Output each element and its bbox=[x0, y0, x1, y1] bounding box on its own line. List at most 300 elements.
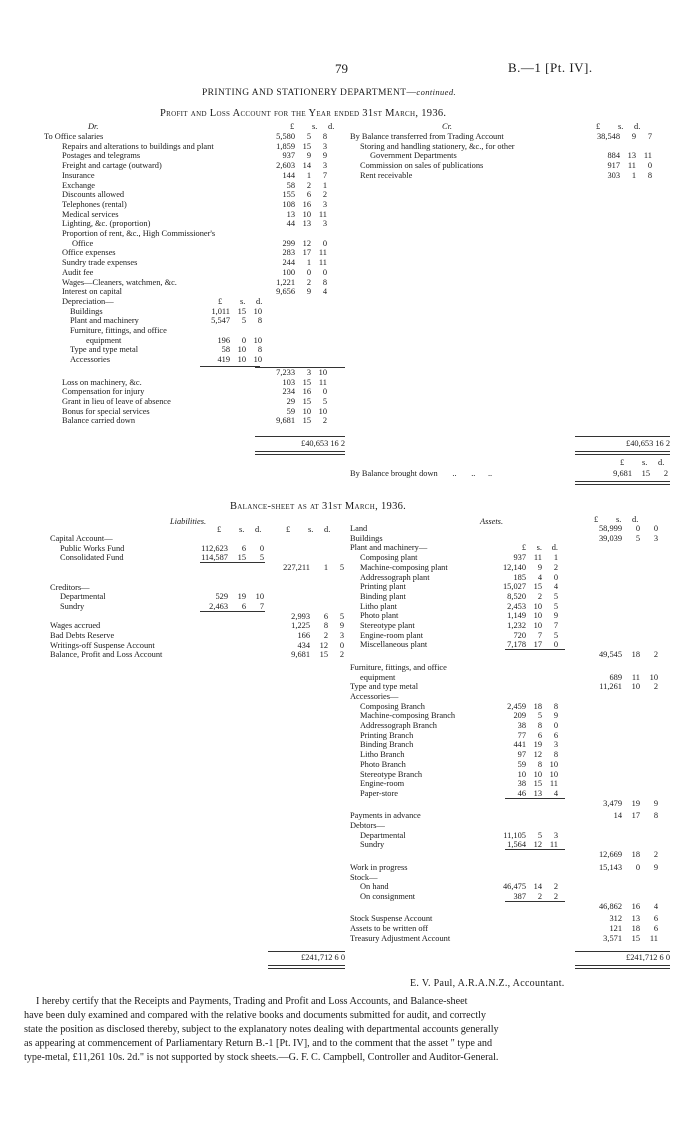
pl-debit-s: 0 bbox=[306, 267, 311, 277]
pl-debit-s: 10 bbox=[302, 209, 311, 219]
bs-asset-label: Binding plant bbox=[360, 591, 406, 601]
pl-bd-col-d: d. bbox=[658, 458, 665, 467]
bs-asset-label: Departmental bbox=[360, 830, 406, 840]
bs-asset-label: Furniture, fittings, and office bbox=[350, 662, 447, 672]
bs-asset-label: Composing plant bbox=[360, 553, 418, 563]
bs-liab-s: 15 bbox=[319, 650, 328, 660]
bs-asset-label: Land bbox=[350, 524, 368, 533]
bs-asset-sub-s: 2 bbox=[537, 591, 542, 601]
bs-asset-label: equipment bbox=[360, 672, 396, 682]
department-title bbox=[202, 87, 456, 98]
pl-credit-s: 11 bbox=[627, 161, 636, 171]
bs-liab-label: Capital Account— bbox=[50, 534, 113, 543]
pl-dep-d: 10 bbox=[253, 306, 262, 316]
pl-debit-pounds: 1,221 bbox=[276, 277, 295, 287]
bs-liab-pounds: 434 bbox=[297, 640, 310, 650]
bs-liabilities-heading: Liabilities. bbox=[170, 517, 207, 526]
bs-asset-s: 18 bbox=[631, 850, 640, 860]
bs-asset-sub-pounds: 15,027 bbox=[502, 582, 526, 592]
bs-asset-sub-d: 4 bbox=[553, 582, 558, 592]
pl-debit-pounds: 283 bbox=[282, 248, 295, 258]
pl-brought-down-double-rule bbox=[575, 481, 670, 485]
pl-debit-pounds: 9,656 bbox=[276, 287, 295, 297]
bs-asset-sub-s: 6 bbox=[537, 730, 542, 740]
bs-liab-d: 3 bbox=[339, 631, 344, 640]
pl-debit-label: Medical services bbox=[62, 209, 119, 219]
bs-liab-label: Creditors— bbox=[50, 582, 90, 592]
pl-credit-pounds: 917 bbox=[607, 161, 620, 171]
pl-debit-total: £40,653 16 2 bbox=[301, 439, 345, 448]
bs-asset-sub-rule bbox=[505, 901, 565, 902]
bs-asset-sub-s: s. bbox=[536, 543, 542, 553]
bs-liab-pounds: 2,993 bbox=[291, 611, 310, 621]
bs-asset-sub-d: 7 bbox=[553, 621, 558, 630]
certificate-line: state the position as disclosed thereby, subject to the explanatory notes dealing with departmental accounts generally bbox=[24, 1024, 499, 1035]
bs-asset-label: Sundry bbox=[360, 840, 385, 850]
bs-asset-sub-d: 4 bbox=[553, 788, 558, 798]
pl-credit-label: Government Departments bbox=[370, 151, 457, 161]
pl-debit2-pounds: 103 bbox=[282, 377, 295, 387]
pl-debit-s: 1 bbox=[306, 258, 311, 268]
pl-debit-pounds: 44 bbox=[286, 219, 295, 229]
bs-asset-sub-s: 15 bbox=[533, 582, 542, 592]
bs-liab-pounds: 9,681 bbox=[291, 650, 310, 660]
pl-debit-d: 3 bbox=[322, 161, 327, 171]
pl-dep-col-s: s. bbox=[240, 296, 246, 306]
pl-credit-col-d: d. bbox=[634, 122, 641, 131]
pl-debit-label: Repairs and alterations to buildings and plant bbox=[62, 141, 214, 151]
bs-liab-sub-pounds: 2,463 bbox=[209, 601, 228, 611]
bs-asset-sub-s: 12 bbox=[533, 750, 542, 760]
pl-dep-total-d: 10 bbox=[318, 367, 327, 377]
bs-asset-sub-pounds: 38 bbox=[517, 779, 526, 789]
pl-credit-label: Storing and handling stationery, &c., for other bbox=[360, 141, 515, 151]
bs-liab-sub-s: 15 bbox=[237, 553, 246, 563]
pl-brought-down-s: 15 bbox=[641, 469, 650, 478]
pl-dep-d: 8 bbox=[257, 316, 262, 326]
bs-asset-sub-pounds: 8,520 bbox=[507, 591, 526, 601]
bs-asset-sub-s: 8 bbox=[537, 721, 542, 730]
bs-asset-label: Printing plant bbox=[360, 582, 406, 592]
bs-asset-pounds: 12,669 bbox=[598, 850, 622, 860]
bs-asset-sub-d: 5 bbox=[553, 591, 558, 601]
pl-debit2-d: 2 bbox=[322, 416, 327, 426]
bs-asset-label: Printing Branch bbox=[360, 730, 414, 740]
pl-credit-col-s: s. bbox=[618, 122, 624, 131]
bs-asset-sub-pounds: 1,149 bbox=[507, 611, 526, 621]
pl-debit-s: 13 bbox=[302, 219, 311, 229]
bs-liab-sub-pounds: 114,587 bbox=[201, 553, 228, 563]
bs-asset-pounds: 58,999 bbox=[598, 524, 622, 533]
pl-credit-total-double-rule bbox=[575, 451, 670, 455]
bs-liab-d: 5 bbox=[339, 611, 344, 621]
pl-dep-s: 0 bbox=[241, 335, 246, 345]
bs-asset-col-s: s. bbox=[616, 515, 622, 524]
pl-debit-s: 6 bbox=[306, 190, 311, 200]
pl-dep-d: 10 bbox=[253, 335, 262, 345]
bs-asset-label: On consignment bbox=[360, 891, 416, 901]
pl-debit-s: 15 bbox=[302, 141, 311, 151]
bs-asset-label: Photo Branch bbox=[360, 759, 406, 769]
bs-liab-sub-col-s: s. bbox=[239, 525, 245, 534]
pl-debit-d: 9 bbox=[322, 151, 327, 161]
pl-debit-pounds: 108 bbox=[282, 199, 295, 209]
pl-debit-s: 1 bbox=[306, 170, 311, 180]
pl-debit2-label: Grant in lieu of leave of absence bbox=[62, 396, 171, 406]
bs-asset-sub-pounds: 937 bbox=[513, 553, 526, 563]
bs-asset-sub-s: 4 bbox=[537, 572, 542, 582]
pl-debit-pounds: 5,580 bbox=[276, 132, 295, 141]
bs-asset-pounds: 11,261 bbox=[599, 682, 622, 692]
bs-asset-s: 16 bbox=[631, 901, 640, 911]
bs-liab-rule bbox=[200, 562, 265, 563]
bs-liab-s: 2 bbox=[323, 631, 328, 640]
bs-asset-s: 11 bbox=[631, 672, 640, 682]
bs-asset-label: Plant and machinery— bbox=[350, 543, 428, 553]
certificate-line: as appearing at commencement of Parliamentary Return B.-1 [Pt. IV], and to the comment that the asset " type and bbox=[24, 1038, 493, 1049]
bs-asset-label: Stereotype Branch bbox=[360, 769, 423, 779]
pl-debit-pounds: 100 bbox=[282, 267, 295, 277]
pl-debit2-label: Balance carried down bbox=[62, 416, 136, 426]
bs-liab-pounds: 1,225 bbox=[291, 621, 310, 631]
bs-asset-sub-d: 5 bbox=[553, 630, 558, 640]
pl-debit-s: 16 bbox=[302, 199, 311, 209]
bs-asset-sub-d: 2 bbox=[553, 562, 558, 572]
bs-liab-label: Writings-off Suspense Account bbox=[50, 640, 155, 650]
bs-asset-label: Stock Suspense Account bbox=[350, 914, 433, 924]
pl-debit2-pounds: 9,681 bbox=[276, 416, 295, 426]
pl-debit2-pounds: 29 bbox=[286, 396, 295, 406]
bs-asset-d: 0 bbox=[653, 524, 658, 533]
pl-credit-pounds: 38,548 bbox=[596, 132, 620, 141]
bs-asset-sub-s: 18 bbox=[533, 701, 542, 711]
pl-debit-label: Depreciation— bbox=[62, 296, 114, 306]
pl-debit-pounds: 244 bbox=[282, 258, 295, 268]
bs-asset-label: Assets to be written off bbox=[350, 924, 429, 933]
bs-liab-pounds: 227,211 bbox=[283, 563, 310, 573]
pl-debit-label: Exchange bbox=[62, 180, 96, 190]
bs-asset-sub-d: 10 bbox=[549, 759, 558, 769]
pl-debit-label: Wages—Cleaners, watchmen, &c. bbox=[62, 277, 177, 287]
bs-liab-s: 6 bbox=[323, 611, 328, 621]
pl-debit-d: 3 bbox=[322, 141, 327, 151]
pl-bd-col-s: s. bbox=[642, 458, 648, 467]
pl-debit-col-l: £ bbox=[290, 122, 295, 131]
pl-debit-label: Office bbox=[72, 238, 94, 248]
pl-credit-label: By Balance transferred from Trading Account bbox=[350, 132, 504, 141]
bs-liab-s: 1 bbox=[323, 563, 328, 573]
bs-asset-sub-pounds: 46,475 bbox=[502, 882, 526, 892]
pl-debit-pounds: 937 bbox=[282, 151, 295, 161]
pl-debit-label: Insurance bbox=[62, 170, 95, 180]
pl-debit-d: 4 bbox=[322, 287, 327, 297]
pl-debit-s: 2 bbox=[306, 180, 311, 190]
pl-brought-down-pounds: 9,681 bbox=[613, 469, 632, 478]
bs-asset-s: 18 bbox=[631, 650, 640, 660]
pl-dr-heading: Dr. bbox=[88, 122, 99, 131]
department-title-cont: continued. bbox=[416, 87, 457, 97]
pl-debit2-label: Loss on machinery, &c. bbox=[62, 377, 142, 387]
pl-debit2-d: 5 bbox=[322, 396, 327, 406]
bs-asset-sub-rule bbox=[505, 849, 565, 850]
pl-debit-pounds: 1,859 bbox=[276, 141, 295, 151]
pl-credit-s: 9 bbox=[631, 132, 636, 141]
pl-dep-pounds: 58 bbox=[221, 345, 230, 355]
bs-asset-label: Accessories— bbox=[350, 691, 399, 701]
pl-dep-s: 15 bbox=[237, 306, 246, 316]
bs-asset-s: 19 bbox=[631, 798, 640, 808]
bs-liab-sub-d: 5 bbox=[259, 553, 264, 563]
pl-dep-col-d: d. bbox=[256, 296, 263, 306]
bs-asset-pounds: 689 bbox=[609, 672, 622, 682]
pl-debit-d: 2 bbox=[322, 190, 327, 200]
pl-dep-total-s: 3 bbox=[306, 367, 311, 377]
pl-bd-col-l: £ bbox=[620, 458, 625, 467]
bs-liab-col-d: d. bbox=[324, 525, 331, 534]
pl-debit-d: 7 bbox=[322, 170, 327, 180]
pl-dep-label: Type and type metal bbox=[70, 345, 139, 355]
bs-asset-s: 10 bbox=[631, 682, 640, 692]
bs-asset-sub-pounds: 1,564 bbox=[507, 840, 526, 850]
bs-asset-pounds: 49,545 bbox=[598, 650, 622, 660]
pl-debit-col-s: s. bbox=[312, 122, 318, 131]
bs-liab-col-l: £ bbox=[286, 525, 291, 534]
pl-debit-d: 8 bbox=[322, 277, 327, 287]
bs-asset-pounds: 121 bbox=[609, 924, 622, 933]
pl-debit-s: 5 bbox=[306, 132, 311, 141]
bs-asset-sub-s: 13 bbox=[533, 788, 542, 798]
bs-asset-d: 2 bbox=[653, 850, 658, 860]
bs-liab-total-rule bbox=[268, 951, 345, 952]
bs-liab-sub-pounds: 529 bbox=[215, 592, 228, 602]
pl-debit-label: Proportion of rent, &c., High Commissioner's bbox=[62, 229, 216, 238]
pl-debit-col-d: d. bbox=[328, 122, 335, 131]
bs-liab-label: Balance, Profit and Loss Account bbox=[50, 650, 163, 660]
bs-asset-pounds: 46,862 bbox=[598, 901, 622, 911]
pl-debit-pounds: 2,603 bbox=[276, 161, 295, 171]
page-number: 79 bbox=[335, 61, 348, 76]
bs-asset-sub-pounds: 1,232 bbox=[507, 621, 526, 630]
pl-debit2-d: 10 bbox=[318, 406, 327, 416]
bs-asset-label: Stereotype plant bbox=[360, 621, 415, 630]
pl-debit2-s: 15 bbox=[302, 396, 311, 406]
pl-debit-s: 9 bbox=[306, 151, 311, 161]
pl-debit-s: 17 bbox=[302, 248, 311, 258]
bs-asset-s: 0 bbox=[635, 862, 640, 872]
pl-debit-pounds: 13 bbox=[286, 209, 295, 219]
pl-dep-total-rule bbox=[255, 367, 345, 368]
bs-asset-sub-s: 10 bbox=[533, 621, 542, 630]
bs-asset-pounds: 3,479 bbox=[603, 798, 622, 808]
pl-debit2-s: 10 bbox=[302, 406, 311, 416]
bs-asset-sub-pounds: 7,178 bbox=[507, 640, 526, 650]
bs-asset-sub-d: 2 bbox=[553, 891, 558, 901]
bs-asset-sub-d: 1 bbox=[553, 553, 558, 563]
pl-debit-d: 8 bbox=[322, 132, 327, 141]
department-title-main: PRINTING AND STATIONERY DEPARTMENT— bbox=[202, 88, 417, 98]
bs-liab-total: £241,712 6 0 bbox=[301, 953, 345, 962]
bs-asset-sub-d: 10 bbox=[549, 769, 558, 779]
pl-dep-pounds: 1,011 bbox=[211, 306, 230, 316]
pl-brought-down-label: By Balance brought down .. .. .. bbox=[350, 469, 493, 478]
pl-credit-d: 7 bbox=[647, 132, 652, 141]
bs-liab-rule bbox=[200, 611, 265, 612]
bs-asset-sub-s: 17 bbox=[533, 640, 542, 650]
bs-liab-label: Consolidated Fund bbox=[60, 553, 124, 563]
bs-asset-sub-d: 5 bbox=[553, 601, 558, 611]
pl-title: Profit and Loss Account for the Year ended 31st March, 1936. bbox=[160, 108, 447, 119]
bs-asset-d: 4 bbox=[653, 901, 658, 911]
certificate-line: type-metal, £11,261 10s. 2d." is not supported by stock sheets.—G. F. C. Campbell, Controller and Auditor-General. bbox=[24, 1052, 499, 1063]
bs-title: Balance-sheet as at 31st March, 1936. bbox=[230, 501, 407, 512]
bs-asset-pounds: 3,571 bbox=[603, 933, 622, 943]
pl-debit-label: Freight and cartage (outward) bbox=[62, 161, 162, 171]
bs-asset-total-rule bbox=[575, 951, 670, 952]
bs-liab-sub-s: 6 bbox=[241, 543, 246, 553]
bs-asset-pounds: 39,039 bbox=[598, 533, 622, 543]
accountant-signature: E. V. Paul, A.R.A.N.Z., Accountant. bbox=[410, 978, 565, 989]
pl-dep-d: 8 bbox=[257, 345, 262, 355]
pl-debit-s: 9 bbox=[306, 287, 311, 297]
bs-asset-sub-d: 6 bbox=[553, 730, 558, 740]
bs-liab-sub-d: 0 bbox=[259, 543, 264, 553]
bs-asset-sub-d: 11 bbox=[549, 840, 558, 850]
bs-asset-sub-d: 9 bbox=[553, 711, 558, 721]
pl-dep-label: Accessories bbox=[70, 355, 110, 365]
bs-asset-sub-pounds: 97 bbox=[517, 750, 526, 760]
pl-credit-total: £40,653 16 2 bbox=[626, 439, 670, 448]
pl-credit-d: 0 bbox=[647, 161, 652, 171]
bs-asset-sub-s: 19 bbox=[533, 740, 542, 750]
pl-debit-d: 11 bbox=[318, 209, 327, 219]
bs-asset-sub-d: 3 bbox=[553, 740, 558, 750]
bs-asset-sub-s: 10 bbox=[533, 611, 542, 621]
pl-debit-pounds: 299 bbox=[282, 238, 295, 248]
return-reference: B.—1 [Pt. IV]. bbox=[508, 60, 593, 75]
bs-asset-d: 8 bbox=[653, 811, 658, 821]
bs-liab-label: Departmental bbox=[60, 592, 106, 602]
bs-asset-total: £241,712 6 0 bbox=[626, 953, 670, 962]
pl-debit2-pounds: 59 bbox=[286, 406, 295, 416]
pl-dep-label: Plant and machinery bbox=[70, 316, 139, 326]
pl-credit-col-l: £ bbox=[596, 122, 601, 131]
bs-asset-sub-s: 12 bbox=[533, 840, 542, 850]
pl-dep-d: 10 bbox=[253, 355, 262, 365]
bs-asset-sub-pounds: 10 bbox=[517, 769, 526, 779]
pl-debit-label: Telephones (rental) bbox=[62, 199, 127, 209]
bs-asset-sub-pounds: 2,453 bbox=[507, 601, 526, 611]
pl-credit-pounds: 884 bbox=[607, 151, 620, 161]
bs-asset-d: 11 bbox=[649, 933, 658, 943]
pl-debit-label: Audit fee bbox=[62, 267, 94, 277]
bs-liab-sub-s: 19 bbox=[237, 592, 246, 602]
bs-asset-label: Photo plant bbox=[360, 611, 399, 621]
pl-debit2-d: 11 bbox=[318, 377, 327, 387]
bs-asset-sub-d: 9 bbox=[553, 611, 558, 621]
pl-debit2-s: 16 bbox=[302, 387, 311, 397]
bs-asset-sub-s: 15 bbox=[533, 779, 542, 789]
bs-liab-s: 12 bbox=[319, 640, 328, 650]
bs-asset-s: 5 bbox=[635, 533, 640, 543]
pl-debit-label: Lighting, &c. (proportion) bbox=[62, 219, 151, 229]
certificate-line: I hereby certify that the Receipts and Payments, Trading and Profit and Loss Accounts, and Balance-sheet bbox=[36, 996, 468, 1007]
pl-debit2-label: Compensation for injury bbox=[62, 387, 145, 397]
bs-asset-sub-d: 11 bbox=[549, 779, 558, 789]
bs-asset-label: On hand bbox=[360, 882, 389, 892]
bs-liab-label: Wages accrued bbox=[50, 621, 101, 631]
bs-asset-s: 17 bbox=[631, 811, 640, 821]
certificate-line: have been duly examined and compared with the relative books and documents submitted for audit, and correctly bbox=[24, 1010, 486, 1021]
pl-debit-s: 12 bbox=[302, 238, 311, 248]
bs-asset-label: Engine-room plant bbox=[360, 630, 424, 640]
pl-dep-pounds: 419 bbox=[217, 355, 230, 365]
bs-liab-sub-d: 7 bbox=[259, 601, 264, 611]
pl-dep-rule bbox=[200, 366, 260, 367]
bs-liab-d: 5 bbox=[339, 563, 344, 573]
pl-debit-label: Interest on capital bbox=[62, 287, 122, 297]
pl-credit-total-rule bbox=[575, 436, 670, 437]
bs-asset-s: 0 bbox=[635, 524, 640, 533]
pl-debit-d: 11 bbox=[318, 258, 327, 268]
bs-asset-sub-s: 7 bbox=[537, 630, 542, 640]
bs-asset-sub-pounds: 185 bbox=[513, 572, 526, 582]
bs-liab-d: 0 bbox=[339, 640, 344, 650]
bs-asset-pounds: 312 bbox=[609, 914, 622, 924]
bs-asset-s: 18 bbox=[631, 924, 640, 933]
bs-asset-pounds: 15,143 bbox=[598, 862, 622, 872]
bs-asset-sub-s: 11 bbox=[533, 553, 542, 563]
bs-asset-sub-d: 2 bbox=[553, 882, 558, 892]
pl-dep-s: 5 bbox=[241, 316, 246, 326]
bs-asset-label: Payments in advance bbox=[350, 811, 421, 821]
pl-brought-down-d: 2 bbox=[663, 469, 668, 478]
pl-dep-label: Buildings bbox=[70, 306, 103, 316]
pl-dep-pounds: 196 bbox=[217, 335, 230, 345]
bs-asset-label: Stock— bbox=[350, 872, 378, 882]
bs-liab-col-s: s. bbox=[308, 525, 314, 534]
bs-asset-sub-d: 3 bbox=[553, 830, 558, 840]
bs-liab-d: 9 bbox=[339, 621, 344, 631]
pl-debit-label: Postages and telegrams bbox=[62, 151, 141, 161]
pl-dep-label: equipment bbox=[86, 335, 122, 345]
pl-debit2-label: Bonus for special services bbox=[62, 406, 150, 416]
pl-debit2-pounds: 234 bbox=[282, 387, 295, 397]
bs-liab-sub-col-l: £ bbox=[217, 525, 222, 534]
bs-asset-sub-s: 5 bbox=[537, 711, 542, 721]
bs-asset-label: Litho Branch bbox=[360, 750, 405, 760]
pl-dep-col-l: £ bbox=[218, 296, 223, 306]
bs-asset-sub-rule bbox=[505, 649, 565, 650]
bs-asset-label: Work in progress bbox=[350, 862, 408, 872]
bs-asset-d: 3 bbox=[653, 533, 658, 543]
bs-asset-sub-d: 0 bbox=[553, 640, 558, 650]
bs-asset-sub-pounds: 209 bbox=[513, 711, 526, 721]
bs-asset-label: Addressograph plant bbox=[360, 572, 430, 582]
bs-asset-label: Machine-composing plant bbox=[360, 562, 448, 572]
bs-asset-label: Buildings bbox=[350, 533, 383, 543]
bs-asset-sub-pounds: 46 bbox=[517, 788, 526, 798]
bs-liab-s: 8 bbox=[323, 621, 328, 631]
bs-liab-pounds: 166 bbox=[297, 631, 310, 640]
pl-credit-pounds: 303 bbox=[607, 170, 620, 180]
pl-debit-pounds: 58 bbox=[286, 180, 295, 190]
pl-debit-label: To Office salaries bbox=[44, 132, 104, 141]
bs-asset-sub-s: 2 bbox=[537, 891, 542, 901]
bs-asset-sub-s: 9 bbox=[537, 562, 542, 572]
pl-debit-s: 2 bbox=[306, 277, 311, 287]
pl-debit2-s: 15 bbox=[302, 377, 311, 387]
pl-debit-label: Office expenses bbox=[62, 248, 116, 258]
